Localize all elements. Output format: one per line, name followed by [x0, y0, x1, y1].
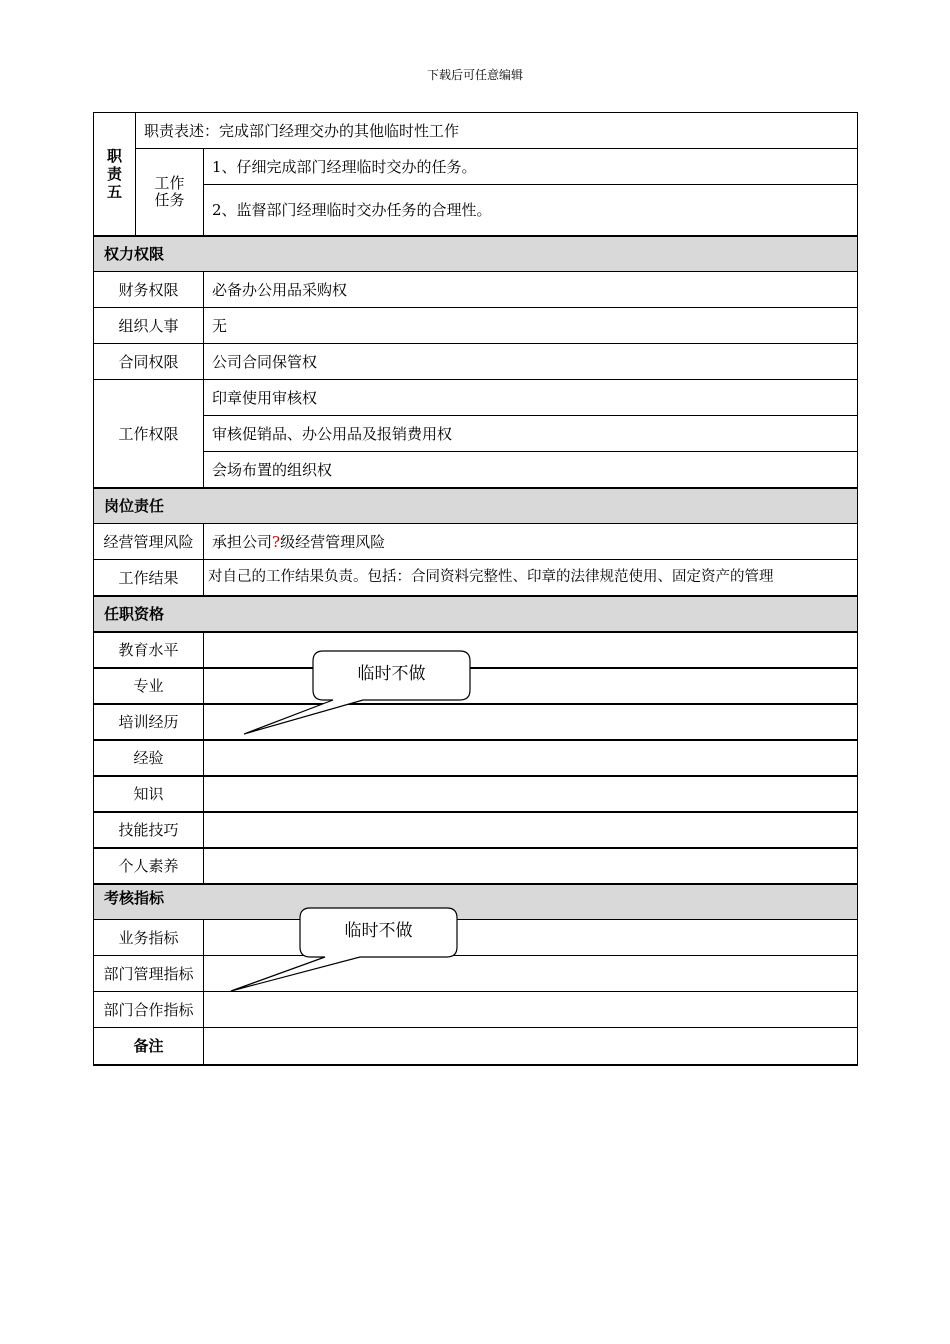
result-value: 对自己的工作结果负责。包括：合同资料完整性、印章的法律规范使用、固定资产的管理 [204, 560, 858, 596]
section-qualification: 任职资格 [94, 596, 858, 632]
work-authority-1: 印章使用审核权 [204, 380, 858, 416]
work-authority-2: 审核促销品、办公用品及报销费用权 [204, 416, 858, 452]
task-1: 1、仔细完成部门经理临时交办的任务。 [204, 149, 858, 185]
section-authority: 权力权限 [94, 236, 858, 272]
assessment-value-dept-cooperation [204, 992, 858, 1028]
qualification-label-knowledge: 知识 [94, 776, 204, 812]
authority-label-work: 工作权限 [94, 380, 204, 488]
assessment-label-dept-cooperation: 部门合作指标 [94, 992, 204, 1028]
authority-value-contract: 公司合同保管权 [204, 344, 858, 380]
task-2: 2、监督部门经理临时交办任务的合理性。 [204, 185, 858, 236]
qualification-value-skills [204, 812, 858, 848]
work-authority-3: 会场布置的组织权 [204, 452, 858, 488]
duty5-label: 职责五 [94, 113, 136, 236]
section-responsibility: 岗位责任 [94, 488, 858, 524]
risk-label: 经营管理风险 [94, 524, 204, 560]
assessment-label-business: 业务指标 [94, 920, 204, 956]
qualification-label-training: 培训经历 [94, 704, 204, 740]
authority-label-contract: 合同权限 [94, 344, 204, 380]
remarks-value [204, 1028, 858, 1065]
qualification-label-major: 专业 [94, 668, 204, 704]
task-label: 工作任务 [136, 149, 204, 236]
qualification-value-quality [204, 848, 858, 884]
authority-label-personnel: 组织人事 [94, 308, 204, 344]
remarks-label: 备注 [94, 1028, 204, 1065]
authority-value-personnel: 无 [204, 308, 858, 344]
callout-text-2: 临时不做 [344, 921, 413, 941]
callout-bubble-2 [230, 907, 460, 993]
duty5-description: 职责表述：完成部门经理交办的其他临时性工作 [136, 113, 858, 149]
qualification-value-knowledge [204, 776, 858, 812]
job-description-table [93, 112, 858, 1066]
risk-mark: ? [272, 533, 281, 551]
callout-text-1: 临时不做 [357, 664, 426, 684]
risk-value: 承担公司?级经营管理风险 [204, 524, 858, 560]
authority-label-finance: 财务权限 [94, 272, 204, 308]
qualification-label-quality: 个人素养 [94, 848, 204, 884]
section-assessment: 考核指标 [94, 884, 858, 920]
assessment-label-dept-management: 部门管理指标 [94, 956, 204, 992]
result-label: 工作结果 [94, 560, 204, 596]
qualification-label-education: 教育水平 [94, 632, 204, 668]
qualification-label-skills: 技能技巧 [94, 812, 204, 848]
qualification-label-experience: 经验 [94, 740, 204, 776]
header-note: 下载后可任意编辑 [426, 68, 523, 82]
callout-bubble-1 [243, 650, 473, 736]
authority-value-finance: 必备办公用品采购权 [204, 272, 858, 308]
qualification-value-experience [204, 740, 858, 776]
